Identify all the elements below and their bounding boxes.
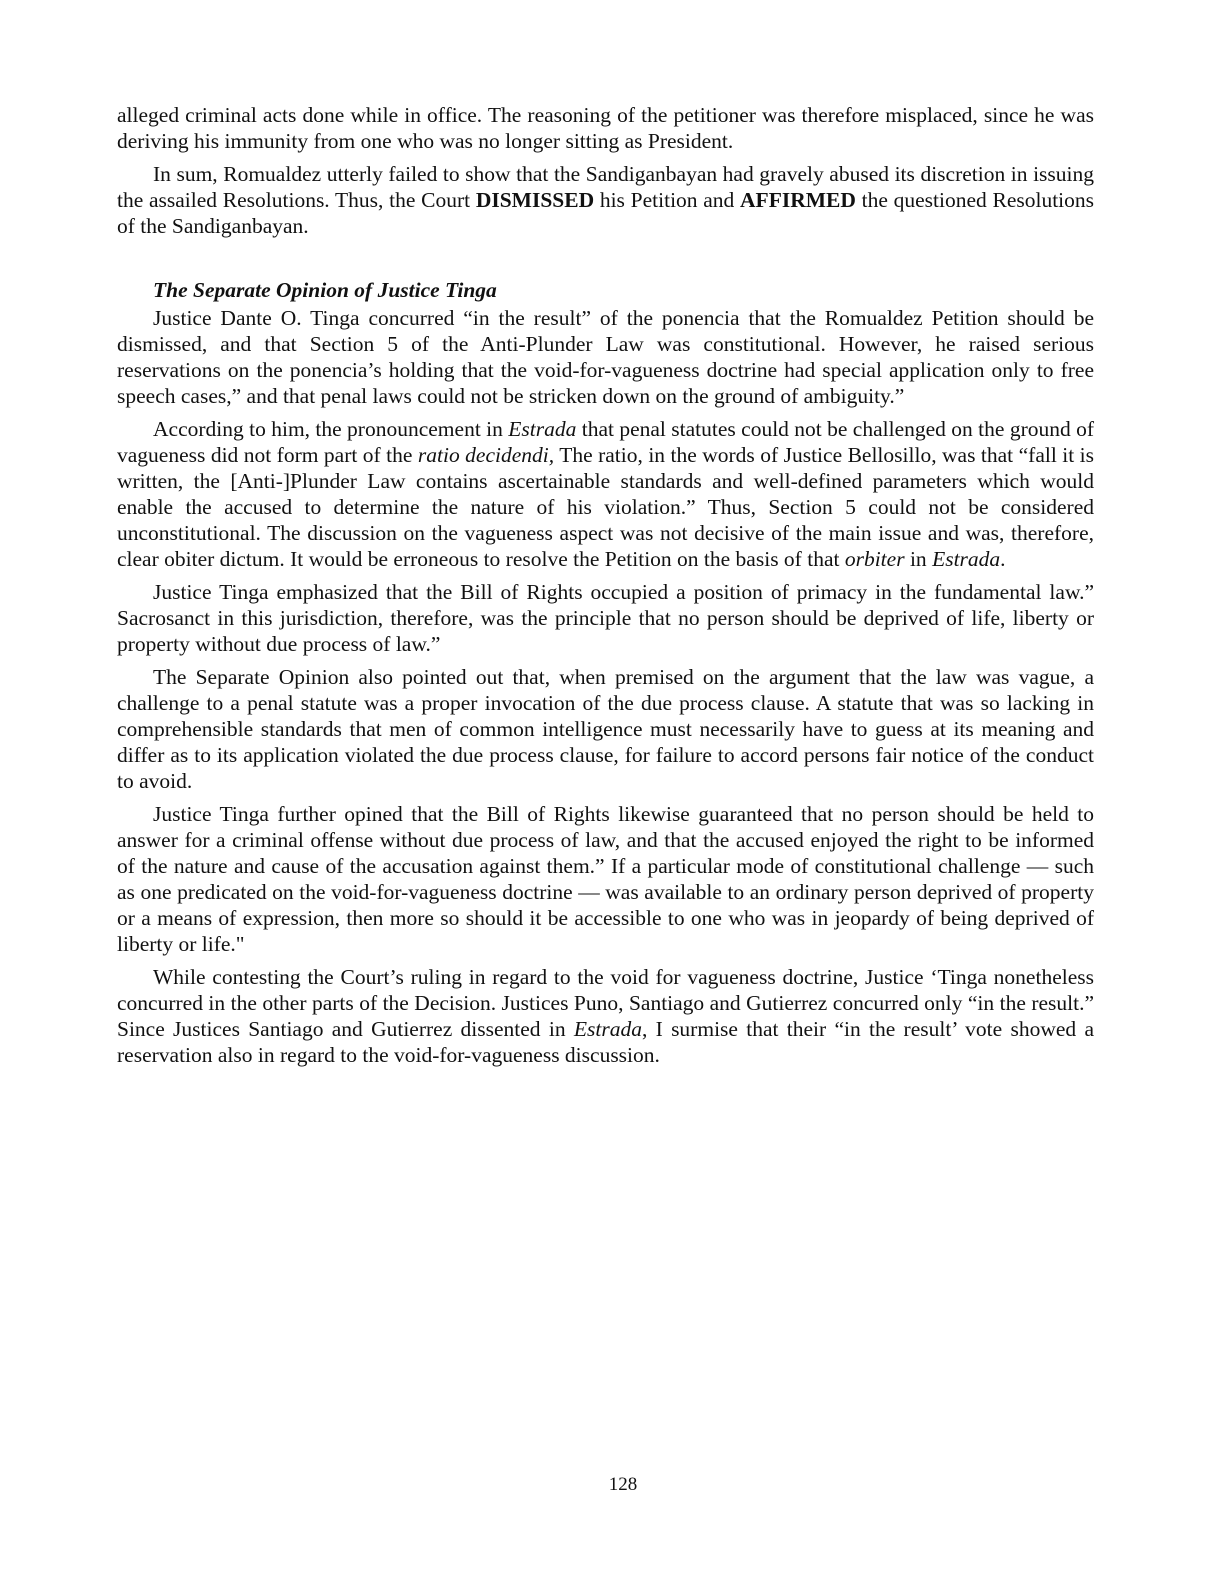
paragraph-text: . bbox=[1000, 547, 1006, 571]
bold-text: DISMISSED bbox=[475, 188, 595, 212]
section-paragraphs bbox=[117, 305, 1094, 1068]
paragraph-text: While contesting the Court’s ruling in regard to the void for vagueness doctrine, Justice ‘Tinga nonetheless concurred in the other parts of the Decision. Justices Puno, Santiago and Gutierrez concurred only “in the result.” Since Justices Santiago and Gutierrez dissented in bbox=[117, 965, 1094, 1041]
bold-text: AFFIRMED bbox=[740, 188, 856, 212]
body-paragraph bbox=[117, 964, 1094, 1068]
paragraph-text: , I surmise that their “in the result’ vote showed a reservation also in regard to the void-for-vagueness discussion. bbox=[117, 1017, 1094, 1067]
paragraph-text: the questioned Resolutions of the Sandiganbayan. bbox=[117, 188, 1095, 238]
section-heading: The Separate Opinion of Justice Tinga bbox=[153, 278, 497, 302]
paragraph-text: that penal statutes could not be challenged on the ground of vagueness did not form part of the bbox=[117, 417, 1095, 467]
paragraph-text: In sum, Romualdez utterly failed to show that the Sandiganbayan had gravely abused its discretion in issuing the assailed Resolutions. Thus, the Court bbox=[117, 162, 1094, 212]
italic-text: ratio decidendi, bbox=[417, 443, 555, 467]
page-number: 128 bbox=[608, 1474, 638, 1495]
italic-text: orbiter bbox=[844, 547, 905, 571]
body-paragraph bbox=[117, 416, 1094, 572]
body-paragraph bbox=[117, 579, 1094, 657]
body-paragraph bbox=[117, 161, 1094, 239]
paragraph-text: his Petition and bbox=[594, 188, 741, 212]
italic-text: Estrada bbox=[508, 417, 577, 441]
body-paragraph bbox=[117, 305, 1094, 409]
opening-paragraphs bbox=[117, 102, 1094, 239]
body-paragraph bbox=[117, 664, 1094, 794]
paragraph-text: in bbox=[904, 547, 933, 571]
paragraph-text: The ratio, in the words of Justice Bellosillo, was that “fall it is written, the [Anti-]Plunder Law contains ascertainable standards and well-defined parameters which would enable the accused to determine the nature of his violation.” Thus, Section 5 could not be considered unconstitutional. The discussion on the vagueness aspect was not decisive of the main issue and was, therefore, clear obiter dictum. It would be erroneous to resolve the Petition on the basis of that bbox=[117, 443, 1095, 571]
paragraph-text: Justice Dante O. Tinga concurred “in the result” of the ponencia that the Romualdez Petition should be dismissed, and that Section 5 of the Anti-Plunder Law was constitutional. However, he raised serious reservations on the ponencia’s holding that the void-for-vagueness doctrine had special application only to free speech cases,” and that penal laws could not be stricken down on the ground of ambiguity.” bbox=[117, 306, 1094, 408]
paragraph-text: The Separate Opinion also pointed out that, when premised on the argument that the law was vague, a challenge to a penal statute was a proper invocation of the due process clause. A statute that was so lacking in comprehensible standards that men of common intelligence must necessarily have to guess at its meaning and differ as to its application violated the due process clause, for failure to accord persons fair notice of the conduct to avoid. bbox=[117, 665, 1094, 793]
paragraph-text: Justice Tinga further opined that the Bill of Rights likewise guaranteed that no person should be held to answer for a criminal offense without due process of law, and that the accused enjoyed the right to be informed of the nature and cause of the accusation against them.” If a particular mode of constitutional challenge — such as one predicated on the void-for-vagueness doctrine — was available to an ordinary person deprived of property or a means of expression, then more so should it be accessible to one who was in jeopardy of being deprived of liberty or life." bbox=[117, 802, 1094, 956]
page-body bbox=[117, 102, 1094, 1075]
paragraph-text: alleged criminal acts done while in office. The reasoning of the petitioner was therefore misplaced, since he was deriving his immunity from one who was no longer sitting as President. bbox=[117, 103, 1094, 153]
italic-text: Estrada bbox=[932, 547, 1001, 571]
paragraph-text: According to him, the pronouncement in bbox=[153, 417, 509, 441]
italic-text: Estrada bbox=[573, 1017, 642, 1041]
paragraph-text: Justice Tinga emphasized that the Bill of Rights occupied a position of primacy in the fundamental law.” Sacrosanct in this jurisdiction, therefore, was the principle that no person should be deprived of life, liberty or property without due process of law.” bbox=[117, 580, 1094, 656]
body-paragraph bbox=[117, 102, 1094, 154]
body-paragraph bbox=[117, 801, 1094, 957]
